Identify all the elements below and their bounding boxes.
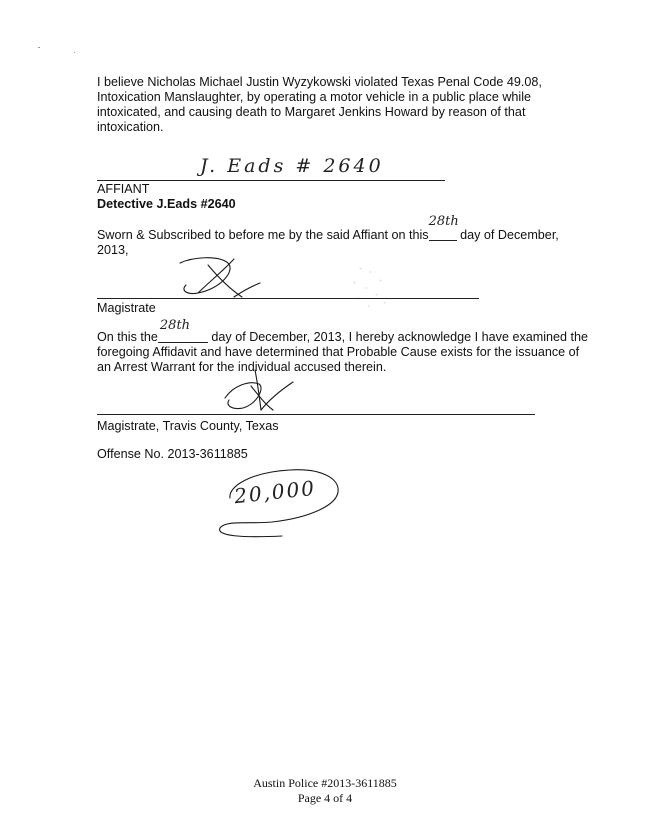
magistrate-signature-1 — [168, 253, 278, 303]
statement-paragraph — [97, 75, 597, 135]
scan-speck — [38, 47, 40, 48]
sworn-day-blank — [428, 214, 459, 241]
acknowledgement-paragraph — [97, 318, 597, 375]
statement-line: intoxicated, and causing death to Margaret Jenkins Howard by reason of that — [97, 105, 526, 119]
ack-handwritten-day: 28th — [159, 318, 191, 333]
ack-line-1 — [97, 318, 597, 345]
ack-text-after: day of December, 2013, I hereby acknowledge I have examined the — [211, 330, 589, 344]
magistrate-signature-line-1 — [97, 298, 479, 299]
sworn-line-1 — [97, 214, 559, 243]
bond-handwritten-amount: 20,000 — [232, 475, 318, 509]
magistrate-label-1: Magistrate — [97, 301, 156, 315]
affiant-handwritten-signature: J. Eads # 2640 — [200, 155, 384, 177]
footer-page-number: Page 4 of 4 — [297, 791, 353, 805]
sworn-text-after: day of December, — [460, 228, 559, 242]
magistrate-signature-line-2 — [97, 414, 535, 415]
footer-case-number: Austin Police #2013-3611885 — [253, 776, 397, 790]
ack-line-3: an Arrest Warrant for the individual accused therein. — [97, 360, 387, 374]
sworn-handwritten-day: 28th — [428, 214, 459, 229]
ack-day-blank — [158, 318, 208, 343]
sworn-year: 2013, — [97, 243, 129, 257]
faint-seal-marks — [340, 258, 400, 318]
ack-line-2: foregoing Affidavit and have determined that Probable Cause exists for the issuance of — [97, 345, 580, 359]
magistrate-label-2: Magistrate, Travis County, Texas — [97, 419, 279, 433]
magistrate-signature-2 — [215, 370, 305, 420]
scan-speck — [74, 52, 75, 53]
affiant-label: AFFIANT — [97, 182, 150, 196]
offense-number: Offense No. 2013-3611885 — [97, 447, 248, 461]
statement-line: I believe Nicholas Michael Justin Wyzykowski violated Texas Penal Code 49.08, — [97, 75, 542, 89]
statement-line: intoxication. — [97, 120, 164, 134]
ack-text-before: On this the — [97, 330, 158, 344]
statement-line: Intoxication Manslaughter, by operating a motor vehicle in a public place while — [97, 90, 532, 104]
sworn-text-before: Sworn & Subscribed to before me by the said Affiant on this — [97, 228, 429, 242]
affiant-signature-line — [97, 180, 445, 181]
affiant-name: Detective J.Eads #2640 — [97, 197, 236, 211]
